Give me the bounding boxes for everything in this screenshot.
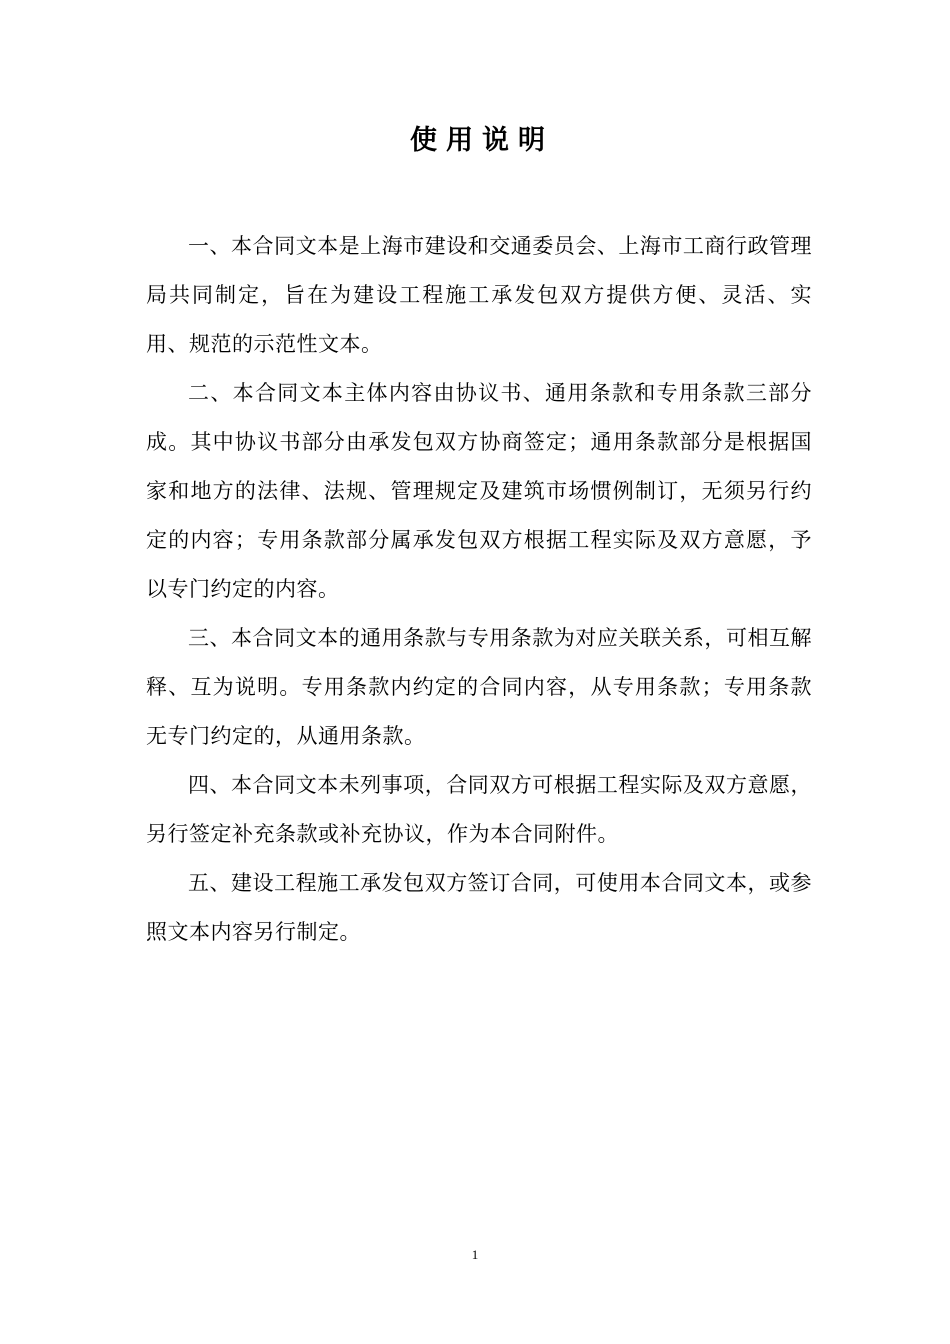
paragraph-3: 三、本合同文本的通用条款与专用条款为对应关联关系，可相互解释、互为说明。专用条款内约定的合同内容，从专用条款；专用条款无专门约定的，从通用条款。 <box>146 626 812 748</box>
page-number: 1 <box>471 1247 479 1262</box>
page-title: 使用说明 <box>410 125 554 156</box>
paragraph-5: 五、建设工程施工承发包双方签订合同，可使用本合同文本，或参照文本内容另行制定。 <box>146 871 812 944</box>
paragraph-1: 一、本合同文本是上海市建设和交通委员会、上海市工商行政管理局共同制定，旨在为建设工程施工承发包双方提供方便、灵活、实用、规范的示范性文本。 <box>146 234 812 356</box>
paragraph-4: 四、本合同文本未列事项，合同双方可根据工程实际及双方意愿，另行签定补充条款或补充协议，作为本合同附件。 <box>146 773 812 846</box>
document-body <box>146 222 812 957</box>
paragraph-2: 二、本合同文本主体内容由协议书、通用条款和专用条款三部分成。其中协议书部分由承发包双方协商签定；通用条款部分是根据国家和地方的法律、法规、管理规定及建筑市场惯例制订，无须另行约定的内容；专用条款部分属承发包双方根据工程实际及双方意愿，予以专门约定的内容。 <box>146 381 812 601</box>
